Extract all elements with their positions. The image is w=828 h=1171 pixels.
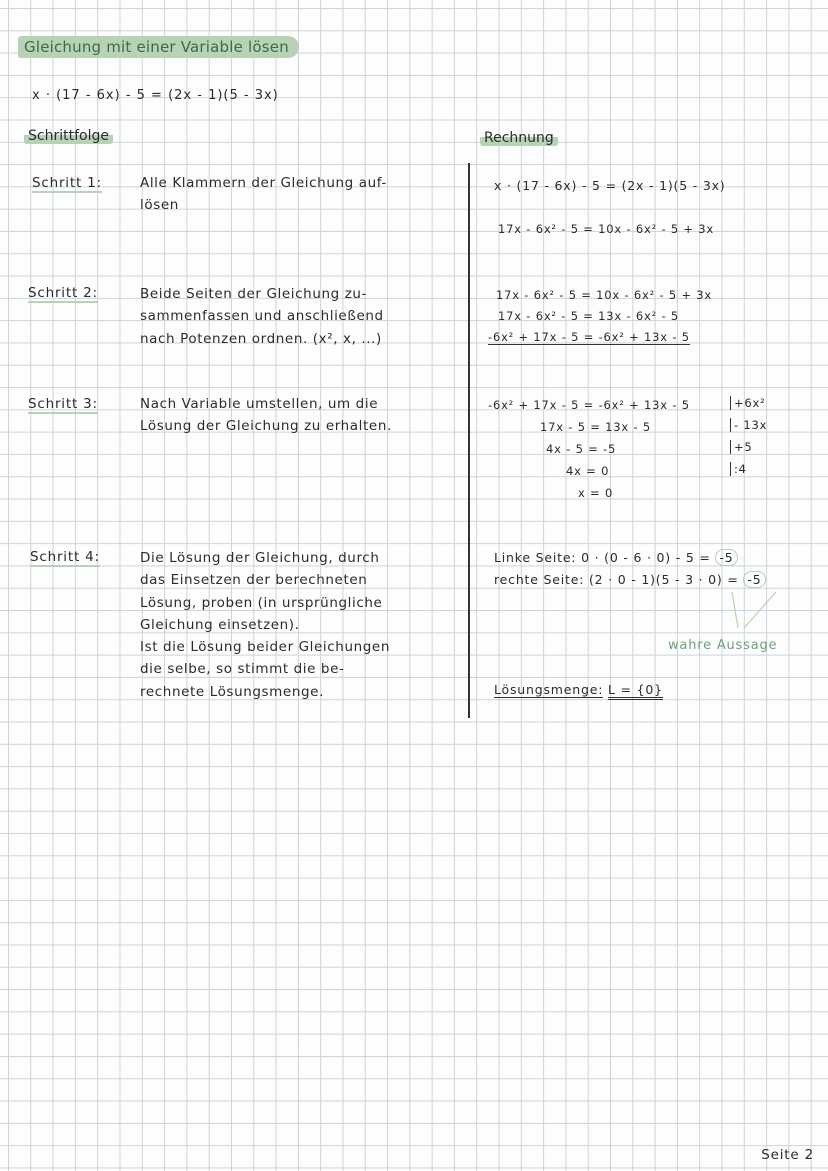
right-side-label: rechte Seite: [494,572,585,587]
calc-line: 17x - 5 = 13x - 5 [540,420,651,434]
step-4-text: Die Lösung der Gleichung, durch das Einsetzen der berechneten Lösung, proben (in ursprüngliche Gleichung einsetzen). Ist die Lösung beider Gleichungen die selbe, so stimmt die be- rechnete Lösungsmenge. [140,550,390,700]
step-1-label: Schritt 1: [32,175,102,191]
calc-operation: +5 [730,440,753,454]
left-side-expr: 0 · (0 - 6 · 0) - 5 = [581,550,711,565]
calc-line: 17x - 6x² - 5 = 10x - 6x² - 5 + 3x [496,288,713,302]
step-3-label: Schritt 3: [28,396,98,412]
step-2-label: Schritt 2: [28,285,98,301]
left-side-check [494,550,738,565]
calc-line: 4x = 0 [566,464,610,478]
calc-operation: - 13x [730,418,767,432]
page-number: Seite 2 [761,1147,814,1163]
heading-rechnung: Rechnung [480,130,558,146]
step-2-text: Beide Seiten der Gleichung zu- sammenfassen und anschließend nach Potenzen ordnen. (x², x, ...) [140,286,384,347]
calc-line: -6x² + 17x - 5 = -6x² + 13x - 5 [488,398,690,412]
left-side-label: Linke Seite: [494,550,577,565]
heading-schrittfolge: Schrittfolge [24,128,113,144]
calc-line: x = 0 [578,486,614,500]
calc-operation: :4 [730,462,747,476]
page-title: Gleichung mit einer Variable lösen [18,36,299,58]
right-side-check [494,572,766,587]
column-divider [468,163,470,718]
true-statement-note: wahre Aussage [668,638,778,653]
step-3-text: Nach Variable umstellen, um die Lösung der Gleichung zu erhalten. [140,396,392,435]
left-side-result: -5 [715,549,737,566]
calc-line: x · (17 - 6x) - 5 = (2x - 1)(5 - 3x) [494,178,726,193]
right-side-expr: (2 · 0 - 1)(5 - 3 · 0) = [589,572,739,587]
calc-line: 17x - 6x² - 5 = 13x - 6x² - 5 [498,309,679,323]
right-side-result: -5 [743,571,765,588]
calc-line: -6x² + 17x - 5 = -6x² + 13x - 5 [488,330,690,344]
solution-set [494,682,663,697]
step-4-label: Schritt 4: [30,549,100,565]
solution-label: Lösungsmenge: [494,682,604,697]
calc-line: 4x - 5 = -5 [546,442,617,456]
calc-line: 17x - 6x² - 5 = 10x - 6x² - 5 + 3x [498,222,715,236]
solution-value: L = {0} [608,682,663,700]
annotation-arrows [730,588,790,632]
main-equation: x · (17 - 6x) - 5 = (2x - 1)(5 - 3x) [32,88,279,103]
calc-operation: +6x² [730,396,766,410]
step-1-text: Alle Klammern der Gleichung auf- lösen [140,175,387,214]
